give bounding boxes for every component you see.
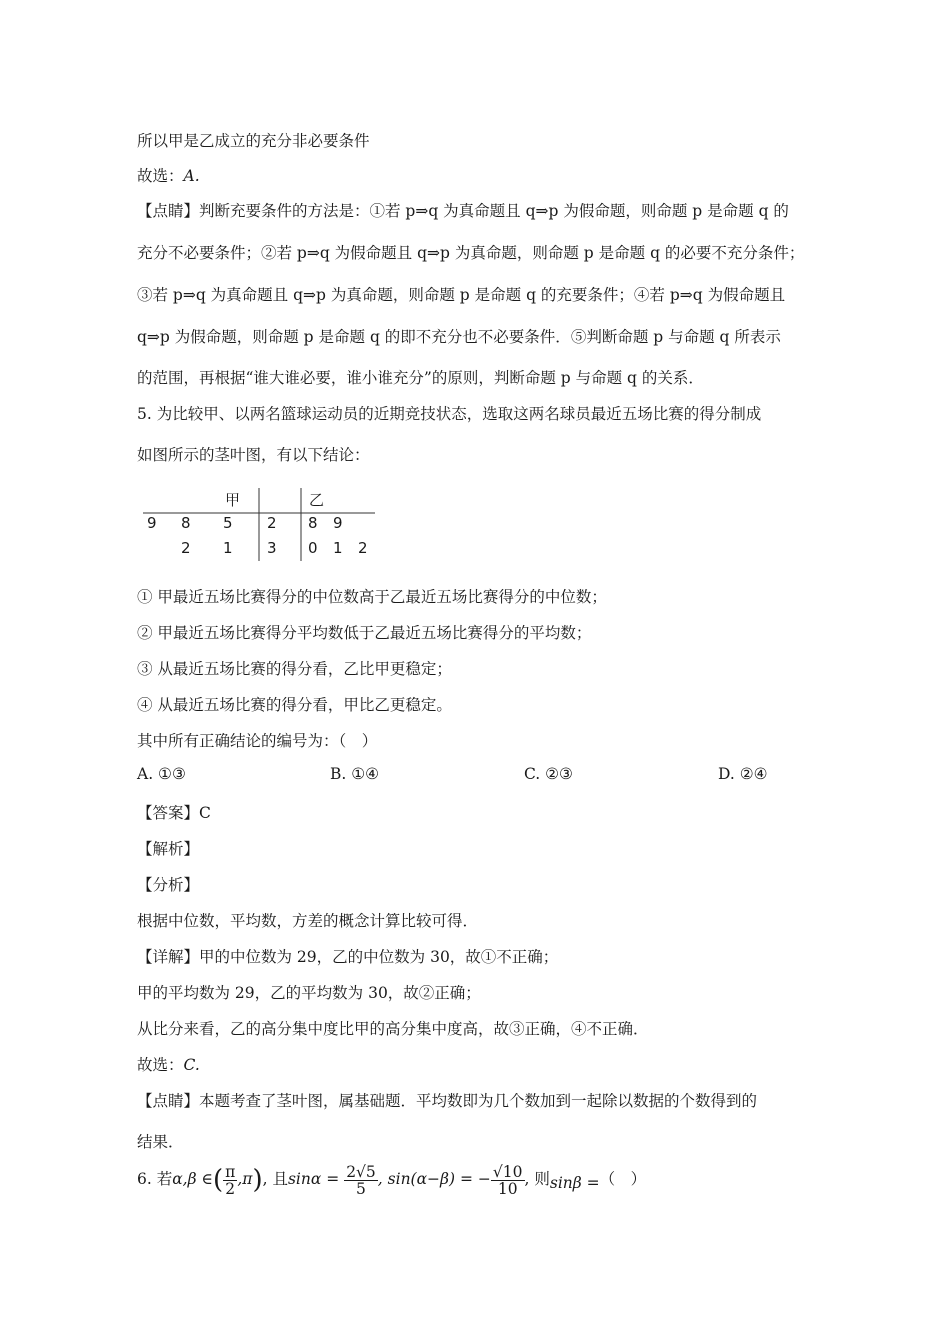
conclusion-3: ③ 从最近五场比赛的得分看，乙比甲更稳定； (137, 660, 452, 678)
q6-cond2: , sin(α−β) = − (377, 1170, 491, 1188)
choose-answer: C. (183, 1056, 200, 1074)
q6-frac2: $\frac{√10}{10}$ (492, 1162, 523, 1198)
text-line: 的范围，再根据“谁大谁必要，谁小谁充分”的原则，判断命题 p 与命题 q 的关系． (137, 369, 704, 387)
option-a: A. ①③ (137, 765, 186, 783)
q6-frac1: $\frac{2√5}{5}$ (346, 1162, 376, 1198)
q6-sin-a: sinα = (287, 1170, 340, 1188)
analysis-label: 【解析】 (137, 840, 200, 858)
option-c: C. ②③ (524, 765, 573, 783)
conclusion-4: ④ 从最近五场比赛的得分看，甲比乙更稳定。 (137, 696, 452, 714)
fenxi-label: 【分析】 (137, 876, 200, 894)
choose-answer: A. (183, 167, 200, 185)
option-d: D. ②④ (718, 765, 768, 783)
fenxi-text: 根据中位数，平均数，方差的概念计算比较可得． (137, 912, 479, 930)
option-b: B. ①④ (330, 765, 380, 783)
text-line: 如图所示的茎叶图，有以下结论： (137, 446, 370, 464)
note-line: 【点睛】本题考查了茎叶图，属基础题．平均数即为几个数加到一起除以数据的个数得到的 (137, 1092, 758, 1110)
leaf-right: 9 (333, 514, 343, 532)
conclusion-1: ① 甲最近五场比赛得分的中位数高于乙最近五场比赛得分的中位数； (137, 588, 607, 606)
q6-sin-b: sinβ = (549, 1174, 600, 1193)
leaf-right: 8 (308, 514, 318, 532)
q6-vars: α,β ∈ (172, 1170, 213, 1188)
answer-label: 【答案】C (137, 804, 211, 822)
detail-line: 【详解】甲的中位数为 29，乙的中位数为 30，故①不正确； (137, 948, 559, 966)
q6-prefix: 6. 若 (137, 1170, 173, 1188)
leaf-right: 0 (308, 539, 318, 557)
text-line (137, 164, 200, 186)
conclusion-2: ② 甲最近五场比赛得分平均数低于乙最近五场比赛得分的平均数； (137, 624, 592, 642)
header-yi: 乙 (309, 491, 325, 509)
text-line: 所以甲是乙成立的充分非必要条件 (137, 132, 370, 150)
detail-line: 甲的平均数为 29，乙的平均数为 30，故②正确； (137, 984, 481, 1002)
text-line (137, 1053, 200, 1075)
leaf-left: 5 (223, 514, 233, 532)
leaf-left: 8 (181, 514, 191, 532)
choose-prefix: 故选： (137, 1056, 184, 1074)
choose-prefix: 故选： (137, 167, 184, 185)
header-jia: 甲 (225, 491, 241, 509)
leaf-right: 2 (358, 539, 368, 557)
leaf-left: 9 (147, 514, 157, 532)
question-prompt: 其中所有正确结论的编号为：（ ） (137, 732, 378, 750)
leaf-left: 2 (181, 539, 191, 557)
note-line: 结果． (137, 1133, 184, 1151)
q6-interval-end: ,π (237, 1170, 253, 1188)
q6-cond1-label: , 且 (262, 1170, 288, 1188)
leaf-right: 1 (333, 539, 343, 557)
stem-value: 2 (267, 514, 277, 532)
stem-leaf-plot (143, 486, 378, 562)
stem-value: 3 (267, 539, 277, 557)
q6-then: , 则 (524, 1170, 550, 1188)
text-line: 充分不必要条件；②若 p⇒q 为假命题且 q⇒p 为真命题，则命题 p 是命题 q 的必要不充分条件； (137, 244, 805, 262)
text-line: q⇒p 为假命题，则命题 p 是命题 q 的即不充分也不必要条件．⑤判断命题 p 与命题 q 所表示 (137, 328, 781, 346)
text-line: ③若 p⇒q 为真命题且 q⇒p 为真命题，则命题 p 是命题 q 的充要条件；④若 p⇒q 为假命题且 (137, 286, 786, 304)
stem-leaf-lines (143, 486, 378, 562)
question-5: 5. 为比较甲、以两名篮球运动员的近期竞技状态，选取这两名球员最近五场比赛的得分制成 (137, 405, 762, 423)
leaf-left: 1 (223, 539, 233, 557)
text-line: 【点睛】判断充要条件的方法是：①若 p⇒q 为真命题且 q⇒p 为假命题，则命题 p 是命题 q 的 (137, 202, 789, 220)
q6-paren: （ ） (599, 1170, 647, 1188)
detail-line: 从比分来看，乙的高分集中度比甲的高分集中度高，故③正确，④不正确． (137, 1020, 649, 1038)
question-6: 6. 若α,β ∈( $\frac{\pi}{2}$ ,π), 且sinα = $\frac{2√5}{5}$ , sin(α−β) = − $\frac{√10}{10}$ , 则sinβ =（ ） (137, 1162, 647, 1198)
q6-interval-frac: $\frac{\pi}{2}$ (225, 1162, 236, 1198)
